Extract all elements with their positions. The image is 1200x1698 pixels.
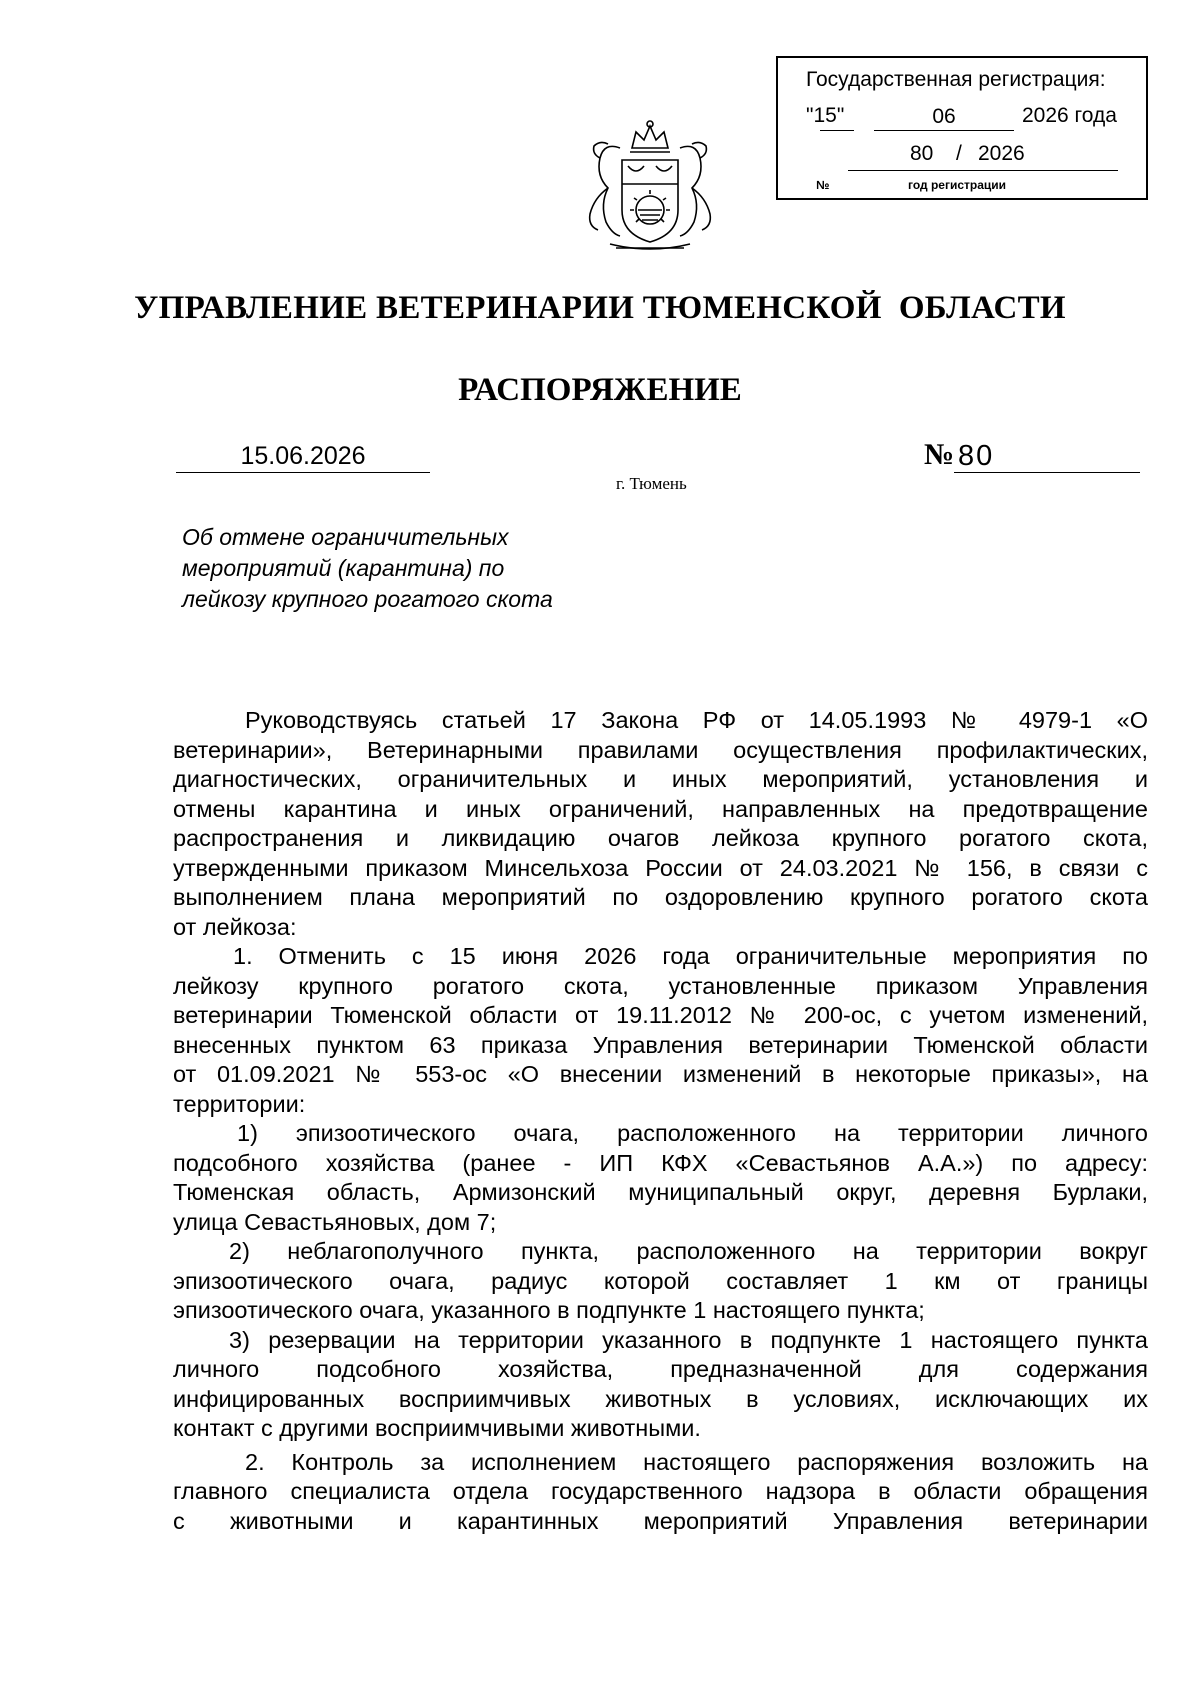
registration-day-underline: [820, 130, 854, 131]
text-line: 1) эпизоотического очага, расположенного на территории личного: [237, 1120, 1148, 1146]
document-subject: [182, 522, 642, 615]
text-line: ветеринарии Тюменской области от 19.11.2012 № 200-ос, с учетом изменений,: [173, 1002, 1148, 1028]
text-line: 2. Контроль за исполнением настоящего распоряжения возложить на: [245, 1448, 1148, 1475]
text-line: Руководствуясь статьей 17 Закона РФ от 14.05.1993 № 4979-1 «О: [245, 707, 1148, 733]
subject-line: Об отмене ограничительных: [182, 524, 509, 550]
registration-caption-year: год регистрации: [908, 178, 1007, 192]
text-line: отмены карантина и иных ограничений, направленных на предотвращение: [173, 795, 1148, 822]
text-line: личного подсобного хозяйства, предназначенной для содержания: [173, 1356, 1148, 1382]
text-line: от 01.09.2021 № 553-ос «О внесении изменений в некоторые приказы», на: [173, 1061, 1148, 1087]
registration-day: "15": [806, 104, 845, 127]
organization-name: УПРАВЛЕНИЕ ВЕТЕРИНАРИИ ТЮМЕНСКОЙ ОБЛАСТИ: [134, 290, 1066, 326]
number-label: №: [924, 438, 955, 471]
text-line: внесенных пунктом 63 приказа Управления ветеринарии Тюменской области: [173, 1031, 1148, 1058]
text-line: улица Севастьяновых, дом 7;: [173, 1208, 497, 1235]
registration-date-line: [806, 104, 1126, 134]
document-number: 80: [954, 440, 1140, 473]
text-line: от лейкоза:: [173, 913, 297, 940]
text-line: с животными и карантинных мероприятий Управления ветеринарии: [173, 1507, 1148, 1534]
registration-number-line: [848, 142, 1118, 171]
subitem-1-paragraph: [173, 1119, 1148, 1237]
city: г. Тюмень: [616, 474, 687, 493]
document-type: РАСПОРЯЖЕНИЕ: [458, 372, 742, 408]
registration-title: Государственная регистрация:: [806, 68, 1106, 91]
document-date: 15.06.2026: [176, 440, 430, 473]
registration-reg-year: 2026: [978, 142, 1025, 165]
text-line: распространения и ликвидацию очагов лейкоза крупного рогатого скота,: [173, 825, 1148, 851]
text-line: выполнением плана мероприятий по оздоровлению крупного рогатого скота: [173, 884, 1148, 910]
item-2-paragraph: [173, 1448, 1148, 1537]
text-line: главного специалиста отдела государственного надзора в области обращения: [173, 1478, 1148, 1504]
text-line: диагностических, ограничительных и иных мероприятий, установления и: [173, 766, 1148, 792]
text-line: 2) неблагополучного пункта, расположенного на территории вокруг: [229, 1238, 1148, 1264]
coat-of-arms-icon: [570, 118, 730, 258]
document-body: [173, 706, 1148, 1536]
registration-caption-number: №: [816, 178, 830, 192]
text-line: 3) резервации на территории указанного в подпункте 1 настоящего пункта: [229, 1326, 1148, 1353]
subject-line: мероприятий (карантина) по: [182, 555, 505, 581]
registration-stamp: [776, 56, 1148, 200]
preamble-paragraph: [173, 706, 1148, 942]
text-line: территории:: [173, 1090, 306, 1117]
text-line: утвержденными приказом Минсельхоза России от 24.03.2021 № 156, в связи с: [173, 854, 1148, 881]
subject-line: лейкозу крупного рогатого скота: [182, 586, 553, 612]
text-line: эпизоотического очага, указанного в подпункте 1 настоящего пункта;: [173, 1297, 925, 1323]
registration-slash: /: [956, 142, 962, 165]
registration-year: 2026 года: [1022, 104, 1117, 127]
text-line: подсобного хозяйства (ранее - ИП КФХ «Севастьянов А.А.») по адресу:: [173, 1149, 1148, 1176]
text-line: эпизоотического очага, радиус которой составляет 1 км от границы: [173, 1267, 1148, 1294]
text-line: ветеринарии», Ветеринарными правилами осуществления профилактических,: [173, 736, 1148, 763]
text-line: Тюменская область, Армизонский муниципальный округ, деревня Бурлаки,: [173, 1179, 1148, 1205]
item-1-paragraph: [173, 942, 1148, 1119]
subitem-2-paragraph: [173, 1237, 1148, 1326]
subitem-3-paragraph: [173, 1326, 1148, 1444]
registration-month: 06: [874, 104, 1014, 131]
text-line: инфицированных восприимчивых животных в условиях, исключающих их: [173, 1385, 1148, 1412]
text-line: контакт с другими восприимчивыми животными.: [173, 1415, 701, 1441]
registration-number: 80: [910, 142, 934, 165]
text-line: 1. Отменить с 15 июня 2026 года ограничительные мероприятия по: [233, 943, 1148, 969]
text-line: лейкозу крупного рогатого скота, установленные приказом Управления: [173, 972, 1148, 999]
